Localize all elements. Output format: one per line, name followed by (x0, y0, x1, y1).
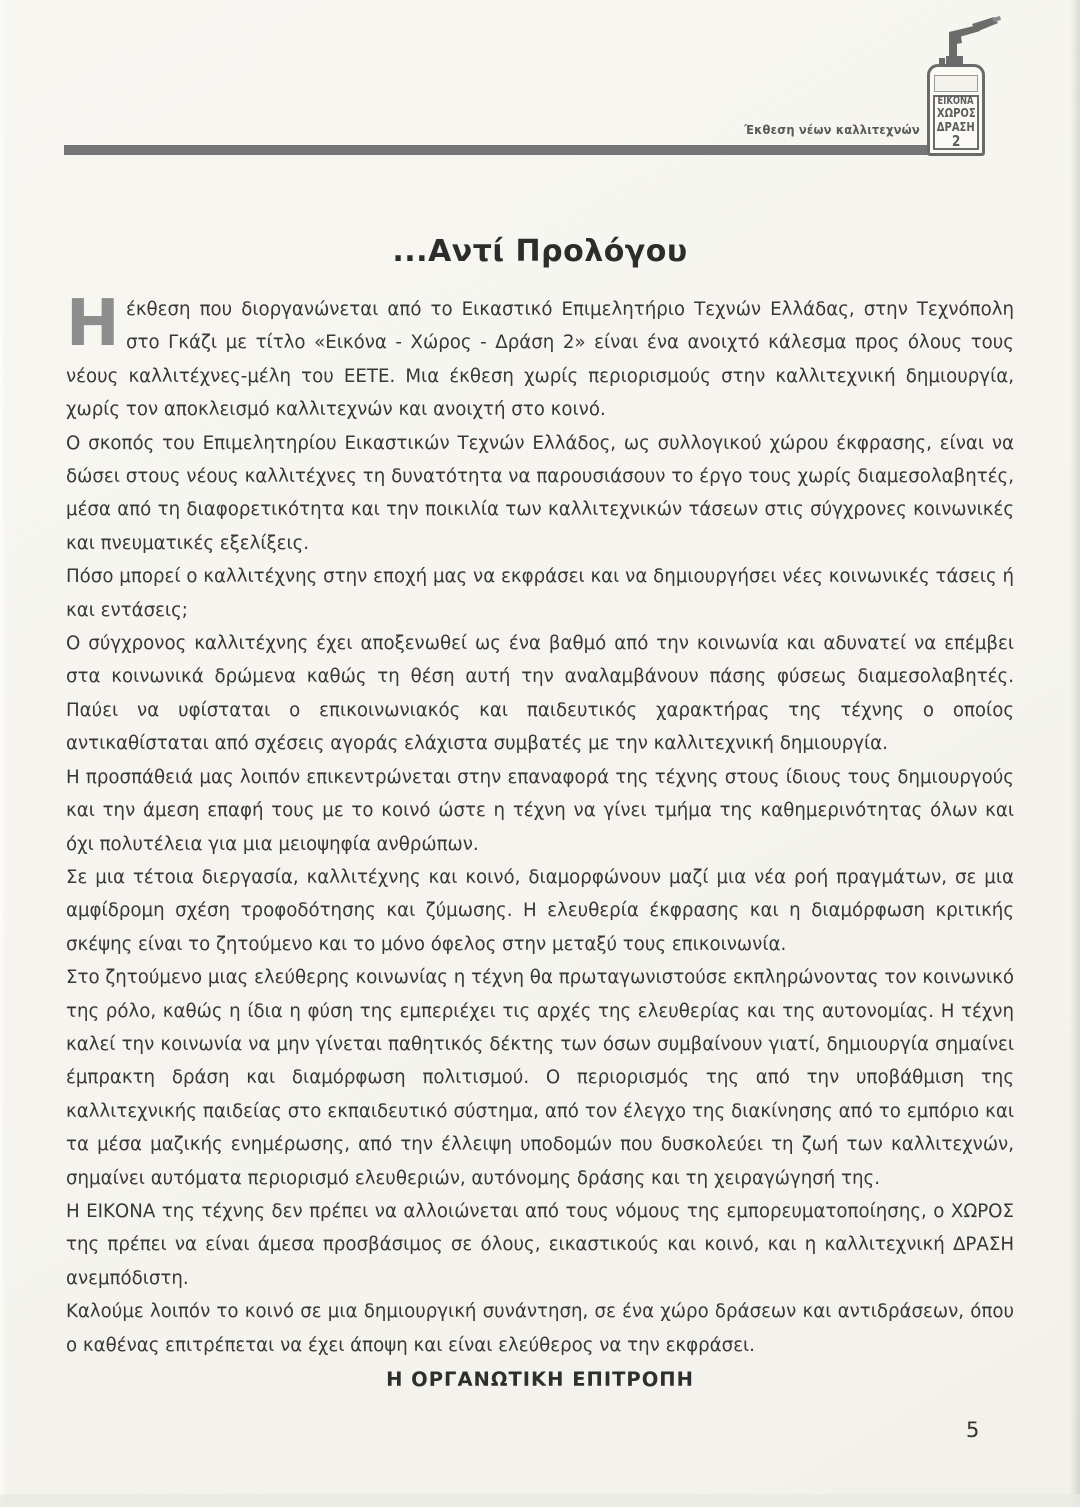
scan-edge-right (1070, 0, 1080, 1507)
spray-can-label (933, 95, 979, 150)
scan-edge-bottom (0, 1494, 1080, 1507)
paragraph-2: Ο σκοπός του Επιμελητηρίου Εικαστικών Τεχνών Ελλάδος, ως συλλογικού χώρου έκφρασης, είναι να δώσει στους νέους καλλιτέχνες τη δυνατότητα να παρουσιάσουν το έργο τους χωρίς διαμεσολαβητές, μέσα από τη διαφορετικότητα και την ποικιλία των καλλιτεχνικών τάσεων στις σύγχρονες κοινωνικές και πνευματικές εξελίξεις. (66, 432, 1014, 554)
spray-nozzle-icon (922, 16, 1002, 68)
spray-can-band (934, 75, 978, 92)
paragraph-8: Η ΕΙΚΟΝΑ της τέχνης δεν πρέπει να αλλοιώνεται από τους νόμους της εμπορευματοποίησης, ο ΧΩΡΟΣ της πρέπει να είναι άμεσα προσβάσιμος σε όλους, εικαστικούς και κοινό, και η καλλιτεχνική ΔΡΑΣΗ ανεμπόδιστη. (66, 1200, 1014, 1289)
paragraph-1 (66, 287, 1014, 427)
paragraph-3: Πόσο μπορεί ο καλλιτέχνης στην εποχή μας να εκφράσει και να δημιουργήσει νέες κοινωνικές τάσεις ή και εντάσεις; (66, 566, 1014, 621)
page-number: 5 (966, 1418, 980, 1442)
paragraph-4: Ο σύγχρονος καλλιτέχνης έχει αποξενωθεί ως ένα βαθμό από την κοινωνία και αδυνατεί να επέμβει στα κοινωνικά δρώμενα καθώς τη θέση αυτή την αναλαμβάνουν πάσης φύσεως διαμεσολαβητές. Παύει να υφίσταται ο επικοινωνιακός και παιδευτικός χαρακτήρας της τέχνης ο οποίος αντικαθίσταται από σχέσεις αγοράς ελάχιστα συμβατές με την καλλιτεχνική δημιουργία. (66, 633, 1014, 755)
header-caption: Έκθεση νέων καλλιτεχνών (744, 122, 920, 137)
logo-line-4: 2 (951, 132, 961, 151)
scan-edge-left (0, 0, 6, 1507)
page-title: ...Αντί Προλόγου (392, 234, 688, 269)
paragraph-1-text: έκθεση που διοργανώνεται από το Εικαστικό Επιμελητήριο Τεχνών Ελλάδας, στην Τεχνόπολη στο Γκάζι με τίτλο «Εικόνα - Χώρος - Δράση 2» είναι ένα ανοιχτό κάλεσμα προς όλους τους νέους καλλιτέχνες-μέλη του ΕΕΤΕ. Μια έκθεση χωρίς περιορισμούς στην καλλιτεχνική δημιουργία, χωρίς τον αποκλεισμό καλλιτεχνών και ανοιχτή στο κοινό. (66, 299, 1014, 421)
paragraph-9: Καλούμε λοιπόν το κοινό σε μια δημιουργική συνάντηση, σε ένα χώρο δράσεων και αντιδράσεων, όπου ο καθένας επιτρέπεται να έχει άποψη και είναι ελεύθερος να την εκφράσει. (66, 1301, 1014, 1356)
signature: Η ΟΡΓΑΝΩΤΙΚΗ ΕΠΙΤΡΟΠΗ (386, 1368, 694, 1391)
paragraph-5: Η προσπάθειά μας λοιπόν επικεντρώνεται στην επαναφορά της τέχνης στους ίδιους τους δημιουργούς και την άμεση επαφή τους με το κοινό ώστε η τέχνη να γίνει τμήμα της καθημερινότητας όλων και όχι πολυτέλεια για μια μειοψηφία ανθρώπων. (66, 766, 1014, 855)
logo-line-2: ΧΩΡΟΣ (936, 105, 976, 121)
spray-can-logo (922, 16, 1002, 160)
header-rule (64, 145, 930, 155)
dropcap: Η (66, 287, 120, 361)
spray-can-body (927, 64, 985, 156)
paragraph-6: Σε μια τέτοια διεργασία, καλλιτέχνης και κοινό, διαμορφώνουν μαζί μια νέα ροή πραγμάτων, σε μια αμφίδρομη σχέση τροφοδότησης και ζύμωσης. Η ελευθερία έκφρασης και η διαμόρφωση κριτικής σκέψης είναι το ζητούμενο και το μόνο όφελος στην μεταξύ τους επικοινωνία. (66, 866, 1014, 955)
paragraph-7: Στο ζητούμενο μιας ελεύθερης κοινωνίας η τέχνη θα πρωταγωνιστούσε εκπληρώνοντας τον κοινωνικό της ρόλο, καθώς η ίδια η φύση της εμπεριέχει τις αρχές της ελευθερίας και της αυτονομίας. Η τέχνη καλεί την κοινωνία να μην γίνεται παθητικός δέκτης των όσων συμβαίνουν γιατί, δημιουργία σημαίνει έμπρακτη δράση και διαμόρφωση πολιτισμού. Ο περιορισμός της από την υποβάθμιση της καλλιτεχνικής παιδείας στο εκπαιδευτικό σύστημα, από τον έλεγχο της διακίνησης από το εμπόριο και τα μέσα μαζικής ενημέρωσης, από την έλλειψη υποδομών που δυσκολεύει τη ζωή των καλλιτεχνών, σημαίνει αυτόματα περιορισμό ελευθεριών, αυτόνομης δράσης και τη χειραγώγησή της. (66, 967, 1014, 1189)
body-text (66, 287, 1014, 1362)
logo-line-1: ΕΙΚΟΝΑ (937, 94, 975, 107)
logo-line-3: ΔΡΑΣΗ (937, 118, 976, 134)
